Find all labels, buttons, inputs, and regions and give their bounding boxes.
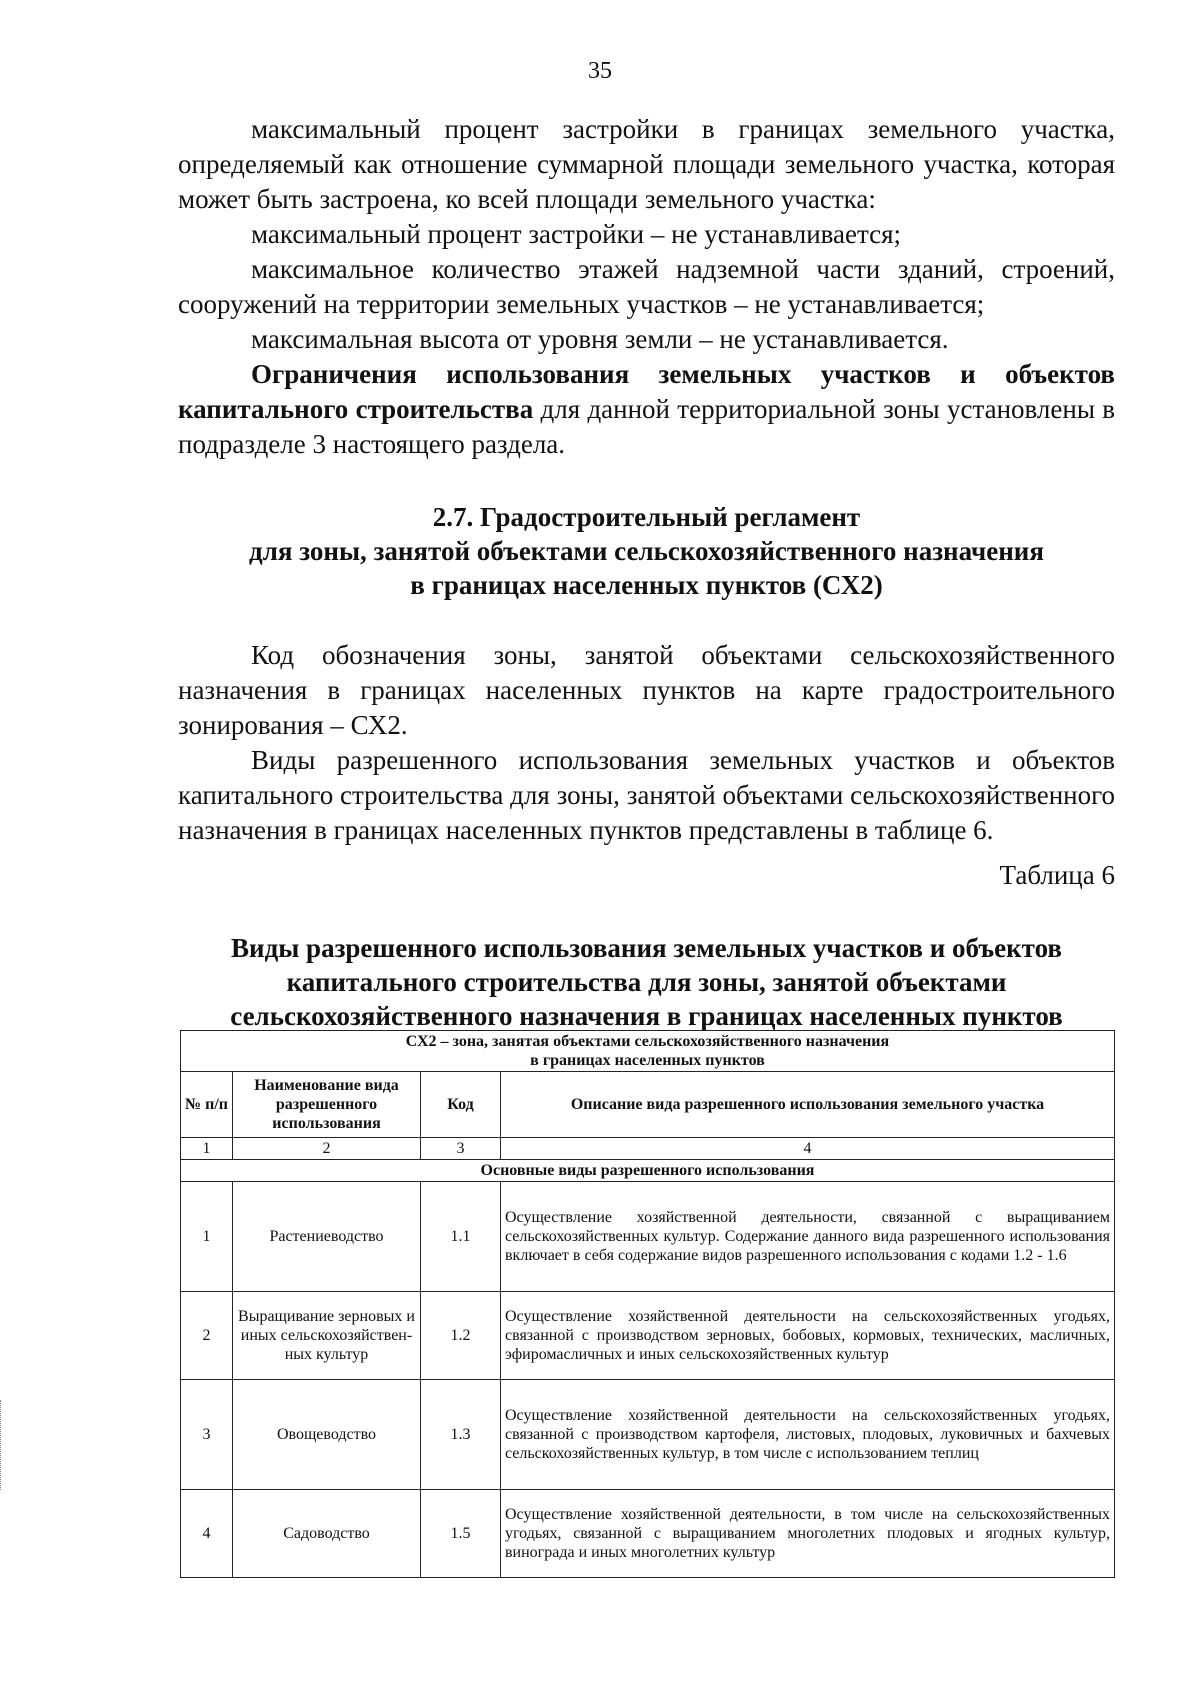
paragraph-zone-code: Код обозначения зоны, занятой объектами сельскохозяйственного назначения в границах населенных пунктов на карте градостроительного зонирования – СХ2. [178, 640, 1115, 740]
row-description: Осуществление хозяйственной деятельности на сельскохозяйственных угодьях, связанной с производством картофеля, листовых, плодовых, луковичных и бахчевых сельскохозяйственных культур, в том числе с использованием теплиц [501, 1380, 1115, 1490]
row-num: 4 [181, 1490, 233, 1578]
row-name: Садоводство [233, 1490, 421, 1578]
paragraph-max-height: максимальная высота от уровня земли – не устанавливается. [251, 324, 949, 354]
table-group-header-row [181, 1160, 1115, 1182]
column-header-code: Код [421, 1072, 501, 1138]
row-description: Осуществление хозяйственной деятельности, связанной с выращиванием сельскохозяйственных культур. Содержание данного вида разрешенного использования включает в себя содержание видов разрешенного использования с кодами 1.2 - 1.6 [501, 1182, 1115, 1292]
column-number-1: 1 [181, 1138, 233, 1160]
row-code: 1.1 [421, 1182, 501, 1292]
table-row [181, 1182, 1115, 1292]
table-caption: Таблица 6 [999, 860, 1115, 890]
row-code: 1.5 [421, 1490, 501, 1578]
row-name: Выращивание зерновых и иных сельскохозяйствен-ных культур [233, 1292, 421, 1380]
document-body [178, 112, 1115, 1033]
table-title-line-3: сельскохозяйственного назначения в границах населенных пунктов [230, 1001, 1063, 1031]
paragraph-max-percent-definition: максимальный процент застройки в границах земельного участка, определяемый как отношение суммарной площади земельного участка, которая может быть застроена, ко всей площади земельного участка: [178, 114, 1115, 214]
paragraph-max-floors: максимальное количество этажей надземной части зданий, строений, сооружений на территории земельных участков – не устанавливается; [178, 254, 1115, 319]
row-description: Осуществление хозяйственной деятельности, в том числе на сельскохозяйственных угодьях, связанной с выращиванием многолетних плодовых и ягодных культур, винограда и иных многолетних культур [501, 1490, 1115, 1578]
table-title-line-1: Виды разрешенного использования земельных участков и объектов [231, 933, 1062, 963]
table-title [178, 931, 1115, 1033]
section-heading [178, 500, 1115, 602]
restrictions-text: для данной территориальной зоны установлены в подразделе 3 настоящего раздела. [178, 394, 1115, 459]
row-num: 3 [181, 1380, 233, 1490]
table-zone-header-row [181, 1031, 1115, 1072]
page-number: 35 [588, 58, 612, 84]
section-heading-line-1: 2.7. Градостроительный регламент [432, 502, 861, 532]
row-code: 1.2 [421, 1292, 501, 1380]
permitted-uses-table [180, 1030, 1115, 1578]
column-header-desc: Описание вида разрешенного использования земельного участка [501, 1072, 1115, 1138]
column-number-3: 3 [421, 1138, 501, 1160]
row-num: 1 [181, 1182, 233, 1292]
paragraph-restrictions [178, 357, 1115, 462]
restrictions-bold-text: Ограничения использования земельных участков и объектов капитального строительства [178, 359, 1115, 424]
row-description: Осуществление хозяйственной деятельности на сельскохозяйственных угодьях, связанной с производством зерновых, бобовых, кормовых, технических, масличных, эфиромасличных и иных сельскохозяйственных культур [501, 1292, 1115, 1380]
paragraph-permitted-uses: Виды разрешенного использования земельных участков и объектов капитального строительства для зоны, занятой объектами сельскохозяйственного назначения в границах населенных пунктов представлены в таблице 6. [178, 745, 1115, 845]
table-group-header: Основные виды разрешенного использования [181, 1160, 1115, 1182]
scan-edge-mark [0, 1400, 3, 1490]
row-code: 1.3 [421, 1380, 501, 1490]
row-name: Растениеводство [233, 1182, 421, 1292]
table-column-header-row [181, 1072, 1115, 1138]
section-heading-line-3: в границах населенных пунктов (СХ2) [410, 570, 883, 600]
table-zone-header [181, 1031, 1115, 1072]
table-row [181, 1292, 1115, 1380]
table-zone-header-line-1: СХ2 – зона, занятая объектами сельскохозяйственного назначения [405, 1033, 890, 1050]
column-header-name: Наименование вида разрешенного использования [233, 1072, 421, 1138]
column-number-4: 4 [501, 1138, 1115, 1160]
row-name: Овощеводство [233, 1380, 421, 1490]
section-heading-line-2: для зоны, занятой объектами сельскохозяйственного назначения [249, 536, 1044, 566]
table-row [181, 1490, 1115, 1578]
column-number-2: 2 [233, 1138, 421, 1160]
paragraph-max-percent: максимальный процент застройки – не устанавливается; [251, 219, 902, 249]
row-num: 2 [181, 1292, 233, 1380]
table-row [181, 1380, 1115, 1490]
table-zone-header-line-2: в границах населенных пунктов [530, 1052, 765, 1069]
table-column-number-row [181, 1138, 1115, 1160]
table-title-line-2: капитального строительства для зоны, занятой объектами [286, 967, 1007, 997]
column-header-num: № п/п [181, 1072, 233, 1138]
